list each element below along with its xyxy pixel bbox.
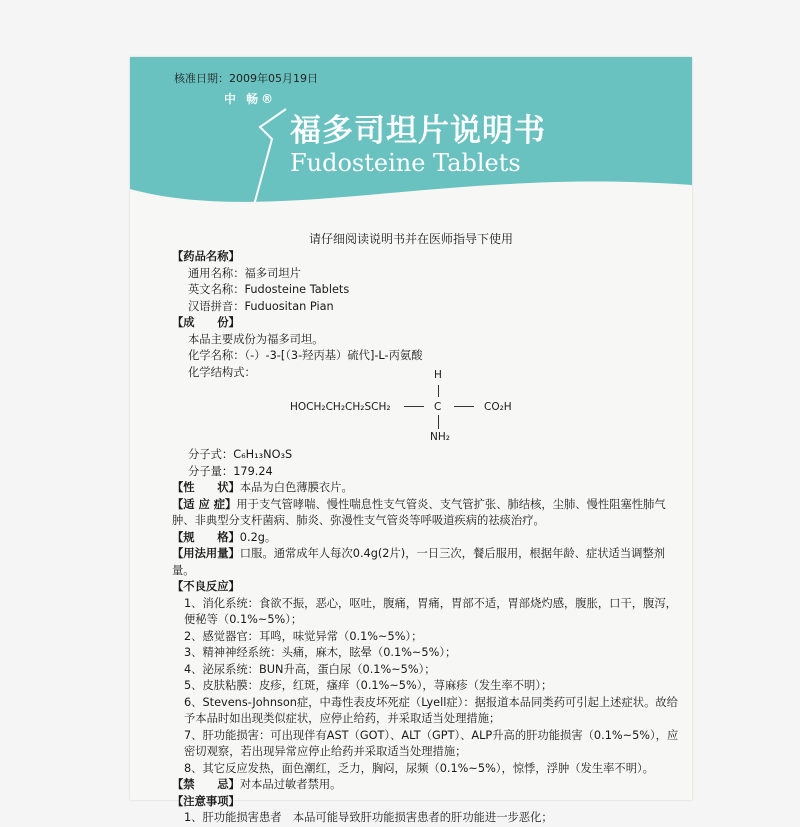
contraindications-text: 对本品过敏者禁用。 (239, 778, 342, 791)
adverse-item: 6、Stevens-Johnson症，中毒性表皮坏死症（Lyell症）：据报道本品同类药可引起上述症状。故给予本品时如出现类似症状，应停止给药，并采取适当处理措施； (184, 695, 678, 725)
generic-name: 通用名称：福多司坦片 (188, 266, 301, 280)
section-heading-drug-name: 【药品名称】 (172, 250, 240, 263)
leaflet-sheet (130, 57, 692, 824)
molecular-weight: 分子量：179.24 (188, 464, 273, 478)
leaflet-body (172, 249, 680, 827)
structure-right-group: CO₂H (484, 401, 512, 413)
section-heading-specification: 【规 格】 (172, 530, 240, 544)
adverse-item: 2、感觉器官：耳鸣，味觉异常（0.1%~5%）； (184, 629, 423, 643)
brand-logo-text: 中 畅® (224, 92, 277, 106)
instruction-line: 请仔细阅读说明书并在医师指导下使用 (308, 232, 513, 246)
header-banner (130, 57, 692, 215)
adverse-item: 1、消化系统：食欲不振，恶心，呕吐，腹痛，胃痛，胃部不适，胃部烧灼感，腹胀，口干，腹泻，便秘等（0.1%~5%）； (184, 596, 677, 626)
indications-text: 用于支气管哮喘、慢性喘息性支气管炎、支气管扩张、肺结核，尘肺、慢性阻塞性肺气肿、非典型分支杆菌病、肺炎、弥漫性支气管炎等呼吸道疾病的祛痰治疗。 (172, 497, 666, 527)
molecular-formula: 分子式：C₆H₁₃NO₃S (188, 448, 293, 461)
section-heading-dosage: 【用法用量】 (172, 547, 240, 560)
approval-date: 核准日期：2009年05月19日 (174, 72, 318, 85)
title-english: Fudosteine Tablets (290, 149, 521, 177)
adverse-item: 4、泌尿系统：BUN升高，蛋白尿（0.1%~5%）； (184, 662, 436, 676)
section-heading-appearance: 【性 状】 (172, 481, 240, 494)
section-heading-precautions: 【注意事项】 (172, 794, 240, 808)
section-heading-contraindications: 【禁 忌】 (172, 778, 240, 791)
structure-center-c: C (434, 401, 442, 413)
adverse-item: 5、皮肤粘膜：皮疹，红斑，瘙痒（0.1%~5%），荨麻疹（发生率不明）； (184, 679, 553, 692)
adverse-item: 3、精神神经系统：头痛，麻木，眩晕（0.1%~5%）； (184, 646, 457, 659)
dosage-text: 口服。通常成年人每次0.4g(2片)，一日三次，餐后服用，根据年龄、症状适当调整剂量。 (172, 547, 666, 577)
structure-label: 化学结构式： (188, 365, 256, 379)
adverse-item: 8、其它反应发热，面色潮红，乏力，胸闷，尿频（0.1%~5%），惊悸，浮肿（发生率不明）。 (184, 761, 654, 775)
pinyin-name: 汉语拼音：Fuduositan Pian (188, 299, 334, 313)
english-name: 英文名称：Fudosteine Tablets (188, 283, 350, 296)
section-heading-composition: 【成 份】 (172, 316, 240, 329)
contraindications-section (172, 777, 680, 794)
specification-section (172, 530, 680, 547)
section-heading-indications: 【适 应 症】 (172, 497, 237, 511)
structure-bottom-nh2: NH₂ (430, 431, 450, 443)
title-chinese: 福多司坦片说明书 (290, 113, 546, 149)
indications-section (172, 497, 680, 530)
structure-top-h: H (434, 369, 442, 381)
dosage-section (172, 546, 680, 579)
appearance-text: 本品为白色薄膜衣片。 (239, 481, 353, 494)
precaution-item: 1、肝功能损害患者 本品可能导致肝功能损害患者的肝功能进一步恶化； (184, 811, 553, 824)
composition-main: 本品主要成份为福多司坦。 (188, 332, 324, 346)
structure-left-group: HOCH₂CH₂CH₂SCH₂ (290, 401, 391, 413)
specification-text: 0.2g。 (239, 530, 277, 544)
adverse-item: 7、肝功能损害：可出现伴有AST（GOT）、ALT（GPT）、ALP升高的肝功能损害（0.1%~5%），应密切观察，若出现异常应停止给药并采取适当处理措施； (184, 728, 679, 758)
chemical-name: 化学名称：（-）-3-[（3-羟丙基）硫代]-L-丙氨酸 (188, 349, 423, 362)
appearance-section (172, 480, 680, 497)
header-wave-decoration (130, 167, 692, 215)
section-heading-adverse: 【不良反应】 (172, 580, 240, 593)
